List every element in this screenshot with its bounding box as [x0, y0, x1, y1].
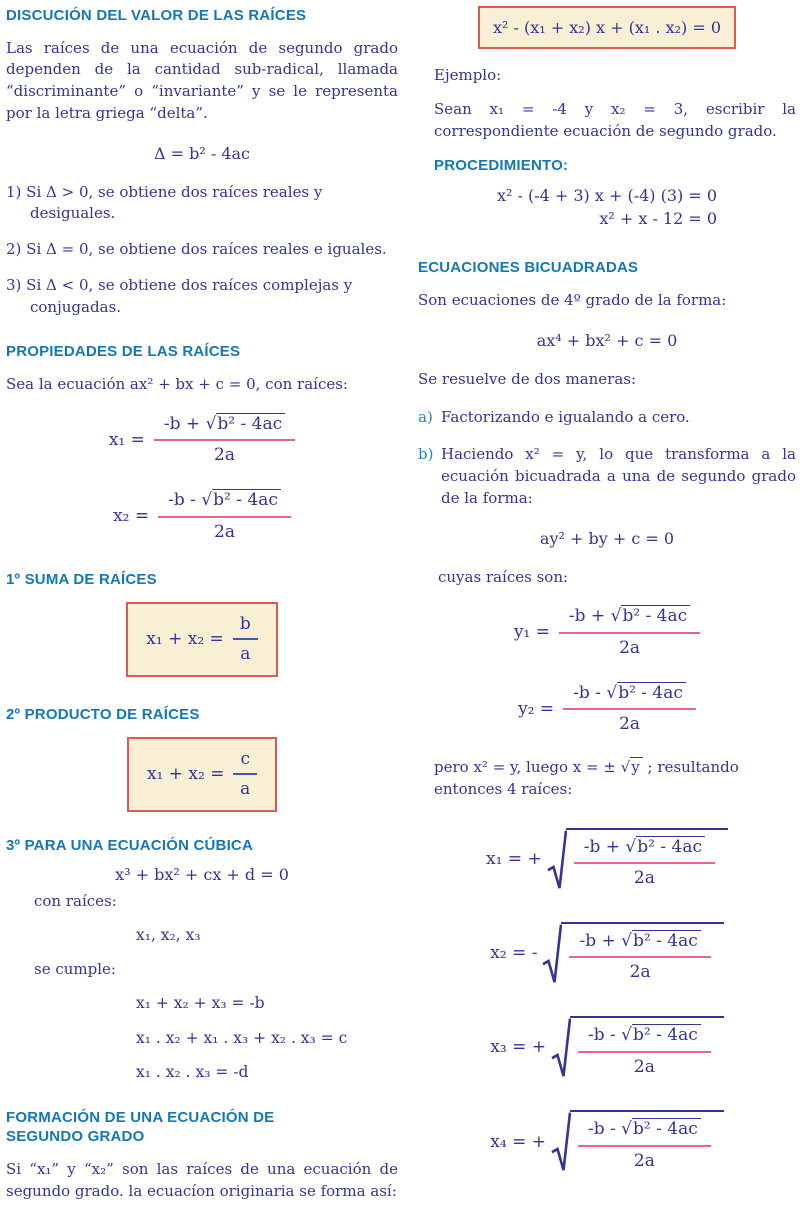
formation-box-wrap	[418, 6, 796, 49]
bicuadradas-intro: Son ecuaciones de 4º grado de la forma:	[418, 290, 727, 309]
big-radical	[551, 1110, 724, 1173]
formula-y2: y₂ = $\frac{\text{-b - √b² - 4ac}}{2a}$	[418, 681, 796, 737]
section-title-procedimiento: PROCEDIMIENTO:	[434, 157, 569, 175]
cubic-relation-1: x₁ + x₂ + x₃ = -b	[136, 994, 265, 1013]
formula-xroot-1: x₁ = + $\frac{\text{-b + √b² - 4ac}}{2a}$	[418, 828, 796, 891]
suma-box-wrap	[6, 602, 398, 677]
right-column	[418, 4, 796, 1205]
fraction: $\frac{b}{a}$	[233, 612, 258, 667]
section-title-producto: 2º PRODUCTO DE RAÍCES	[6, 706, 200, 724]
big-radical-sign-icon	[551, 1016, 571, 1079]
roots-label: cuyas raíces son:	[438, 567, 569, 586]
biquadratic-equation: ax⁴ + bx² + c = 0	[536, 330, 678, 350]
example-label: Ejemplo:	[434, 66, 502, 85]
sqrt-expression: √b² - 4ac	[206, 413, 286, 434]
cubic-equation: x³ + bx² + cx + d = 0	[115, 865, 289, 885]
fraction: $\frac{\text{-b - √b² - 4ac}}{2a}$	[578, 1117, 711, 1173]
discriminant-case-1: 1) Si Δ > 0, se obtiene dos raíces reales y desiguales.	[6, 182, 323, 223]
formula-x1-lhs: x₁ =	[108, 429, 145, 450]
sqrt-expression: √b² - 4ac	[621, 930, 701, 951]
radical-sign-icon: √	[201, 489, 213, 510]
option-b-text: Haciendo x² = y, lo que transforma a la ecuación bicuadrada a una de segundo grado de la forma:	[441, 445, 796, 507]
radical-sign-icon: √	[621, 1025, 632, 1046]
formula-x1	[6, 412, 398, 468]
sqrt-expression: √b² - 4ac	[621, 1118, 701, 1139]
example-text: Sean x₁ = -4 y x₂ = 3, escribir la correspondiente ecuación de segundo grado.	[434, 99, 796, 140]
cubic-relation-2: x₁ . x₂ + x₁ . x₃ + x₂ . x₃ = c	[136, 1028, 348, 1047]
big-radical	[551, 1016, 724, 1079]
section-title-suma: 1º SUMA DE RAÍCES	[6, 571, 157, 589]
fraction: $\frac{\text{-b - √b² - 4ac}}{2a}$	[578, 1023, 711, 1079]
sqrt-expression: √b² - 4ac	[621, 1024, 701, 1045]
fraction: $\frac{c}{a}$	[233, 747, 257, 802]
formacion-paragraph: Si “x₁” y “x₂” son las raíces de una ecuación de segundo grado. la ecuacíon originaria se forma así:	[6, 1159, 398, 1200]
delta-formula: Δ = b² - 4ac	[153, 143, 251, 163]
discriminant-case-2: 2) Si Δ = 0, se obtiene dos raíces reales e iguales.	[6, 240, 387, 259]
procedure-eq-2: x² + x - 12 = 0	[599, 209, 718, 229]
radical-sign-icon: √	[621, 930, 632, 951]
cubic-holds-label: se cumple:	[34, 959, 116, 978]
fraction: $\frac{\text{-b + √b² - 4ac}}{2a}$	[569, 929, 710, 985]
radical-sign-icon: √	[610, 606, 622, 627]
cubic-relation-3: x₁ . x₂ . x₃ = -d	[136, 1063, 249, 1082]
formula-y1: y₁ = $\frac{\text{-b + √b² - 4ac}}{2a}$	[418, 604, 796, 660]
fraction: $\frac{\text{-b + √b² - 4ac}}{2a}$	[154, 412, 295, 468]
radical-sign-icon: √	[205, 413, 217, 434]
big-radical	[542, 922, 723, 985]
section-title-discusion: DISCUCIÓN DEL VALOR DE LAS RAÍCES	[6, 7, 307, 24]
option-a-marker: a)	[418, 407, 433, 426]
big-radical-sign-icon	[551, 1110, 571, 1173]
fraction: $\frac{\text{-b + √b² - 4ac}}{2a}$	[559, 604, 700, 660]
formula-xroot-4: x₄ = + $\frac{\text{-b - √b² - 4ac}}{2a}$	[418, 1110, 796, 1173]
cubic-roots: x₁, x₂, x₃	[136, 926, 201, 945]
option-b-marker: b)	[418, 445, 434, 464]
procedure-steps	[497, 184, 717, 230]
producto-box-wrap	[6, 737, 398, 812]
cubic-roots-label: con raíces:	[34, 891, 117, 910]
sqrt-expression: √b² - 4ac	[625, 836, 705, 857]
big-radical-sign-icon	[542, 922, 562, 985]
fraction: $\frac{\text{-b + √b² - 4ac}}{2a}$	[574, 835, 715, 891]
formula-xroot-3: x₃ = + $\frac{\text{-b - √b² - 4ac}}{2a}$	[418, 1016, 796, 1079]
big-radical-sign-icon	[547, 828, 567, 891]
radical-sign-icon: √	[625, 836, 637, 857]
big-radical	[547, 828, 728, 891]
fraction: $\frac{\text{-b - √b² - 4ac}}{2a}$	[563, 681, 696, 737]
section-title-cubica: 3º PARA UNA ECUACIÓN CÚBICA	[6, 836, 253, 854]
sqrt-y-expression: √y	[621, 757, 643, 776]
procedure-eq-1: x² - (-4 + 3) x + (-4) (3) = 0	[496, 185, 718, 205]
formula-x2	[6, 488, 398, 544]
option-b	[418, 444, 796, 509]
propiedades-intro: Sea la ecuación ax² + bx + c = 0, con raíces:	[6, 374, 348, 393]
radical-sign-icon: √	[606, 682, 618, 703]
section-title-bicuadradas: ECUACIONES BICUADRADAS	[418, 259, 639, 277]
discriminant-case-3: 3) Si Δ < 0, se obtiene dos raíces complejas y conjugadas.	[6, 275, 353, 316]
substituted-equation: ay² + by + c = 0	[539, 528, 675, 548]
discusion-paragraph: Las raíces de una ecuación de segundo grado dependen de la cantidad sub-radical, llamada “discriminante” o “invariante” y se le representa por la letra griega “delta”.	[6, 38, 398, 122]
formula-xroot-2: x₂ = - $\frac{\text{-b + √b² - 4ac}}{2a}$	[418, 922, 796, 985]
sqrt-expression: √b² - 4ac	[611, 605, 691, 626]
sqrt-expression: √b² - 4ac	[606, 682, 686, 703]
formation-formula-box: x² - (x₁ + x₂) x + (x₁ . x₂) = 0	[478, 6, 736, 49]
pero-paragraph: pero x² = y, luego x = ± √y ; resultando entonces 4 raíces:	[434, 758, 739, 798]
option-a	[418, 407, 796, 429]
option-a-text: Factorizando e igualando a cero.	[441, 407, 690, 426]
suma-formula-box: x₁ + x₂ = $\frac{b}{a}$	[126, 602, 277, 677]
section-title-propiedades: PROPIEDADES DE LAS RAÍCES	[6, 343, 241, 361]
solve-label: Se resuelve de dos maneras:	[418, 369, 637, 388]
producto-formula-box: x₁ + x₂ = $\frac{c}{a}$	[127, 737, 277, 812]
radical-sign-icon: √	[620, 758, 631, 776]
left-column	[6, 4, 398, 1205]
radical-sign-icon: √	[621, 1119, 632, 1140]
section-title-formacion: FORMACIÓN DE UNA ECUACIÓN DE SEGUNDO GRADO	[6, 1108, 275, 1146]
sqrt-expression: √b² - 4ac	[201, 489, 281, 510]
formula-x2-lhs: x₂ =	[113, 505, 150, 526]
fraction: $\frac{\text{-b - √b² - 4ac}}{2a}$	[158, 488, 291, 544]
